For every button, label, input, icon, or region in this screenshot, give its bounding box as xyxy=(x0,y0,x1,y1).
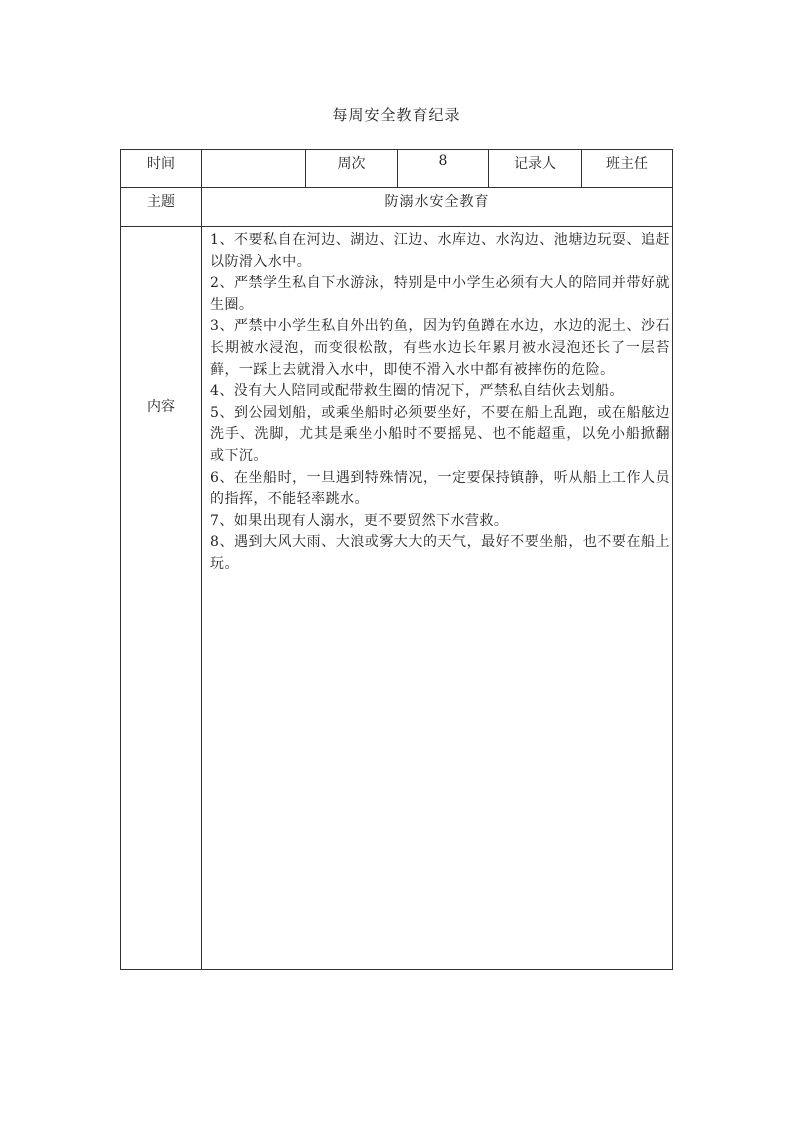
week-value: 8 xyxy=(438,153,448,169)
topic-value: 防溺水安全教育 xyxy=(384,194,490,210)
content-item-1: 1、不要私自在河边、湖边、江边、水库边、水沟边、池塘边玩耍、追赶以防滑入水中。 xyxy=(210,232,670,270)
content-item-4: 4、没有大人陪同或配带救生圈的情况下，严禁私自结伙去划船。 xyxy=(210,383,624,400)
content-item-5: 5、到公园划船，或乘坐船时必须要坐好，不要在船上乱跑，或在船舷边洗手、洗脚，尤其是乘坐小船时不要摇晃、也不能超重，以免小船掀翻或下沉。 xyxy=(210,404,670,464)
recorder-label: 记录人 xyxy=(514,156,556,172)
content-label: 内容 xyxy=(147,399,175,415)
content-item-3: 3、严禁中小学生私自外出钓鱼，因为钓鱼蹲在水边，水边的泥土、沙石长期被水浸泡，而变很松散，有些水边长年累月被水浸泡还长了一层苔藓，一踩上去就滑入水中，即使不滑入水中都有被摔伤的危险。 xyxy=(210,318,670,378)
row-divider xyxy=(121,187,672,188)
page-title: 每周安全教育纪录 xyxy=(332,106,461,124)
content-item-6: 6、在坐船时，一旦遇到特殊情况，一定要保持镇静，听从船上工作人员的指挥，不能轻率跳水。 xyxy=(210,469,670,508)
topic-label: 主题 xyxy=(147,194,175,210)
safety-record-table xyxy=(120,149,673,970)
time-label: 时间 xyxy=(147,156,175,172)
content-item-2: 2、严禁学生私自下水游泳，特别是中小学生必须有大人的陪同并带好就生圈。 xyxy=(210,275,670,313)
content-body xyxy=(210,230,670,576)
column-divider xyxy=(201,150,202,969)
row-divider xyxy=(121,226,672,227)
week-label: 周次 xyxy=(337,156,366,172)
recorder-value: 班主任 xyxy=(606,156,648,172)
content-item-7: 7、如果出现有人溺水，更不要贸然下水营救。 xyxy=(210,512,509,529)
content-item-8: 8、遇到大风大雨、大浪或雾大大的天气，最好不要坐船，也不要在船上玩。 xyxy=(210,534,670,572)
